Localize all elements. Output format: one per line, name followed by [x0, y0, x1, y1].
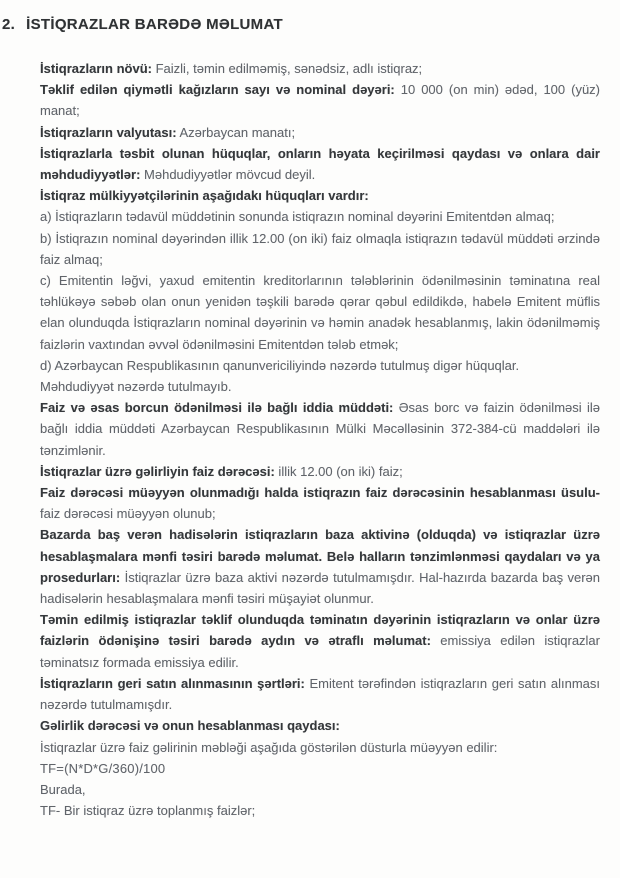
- para-right-c-text: c) Emitentin ləğvi, yaxud emitentin kreditorlarının tələblərinin ödənilməsinin təminatına real təhlükəyə səbəb olan onun yenidən təşkili barədə qərar qəbul edildikdə, habelə Emitent müflis elan olunduqda İstiqrazların nominal dəyərinin və həmin anadək hesablanmış, lakin ödənilməmiş faizlərin vaxtından əvvəl ödənilməsini Emitentdən tələb etmək;: [40, 273, 600, 352]
- para-bond-type-value: Faizli, təmin edilməmiş, sənədsiz, adlı istiqraz;: [151, 61, 423, 76]
- section-heading: [2, 16, 600, 33]
- para-securities-count-value: 10 000 (on min) ədəd, 100 (yüz) manat;: [40, 82, 601, 119]
- para-rights-restrictions-label: İstiqrazlarla təsbit olunan hüquqlar, onların həyata keçirilməsi qaydası və onlara dair məhdudiyyətlər:: [40, 145, 600, 183]
- para-right-b: [40, 228, 600, 270]
- para-rights-restrictions: [40, 143, 600, 185]
- para-formula-text: TF=(N*D*G/360)/100: [40, 760, 166, 776]
- para-market-events: [40, 524, 600, 609]
- para-yield-calculation-heading: [40, 715, 600, 736]
- para-rate-calculation-label: Faiz dərəcəsi müəyyən olunmadığı halda istiqrazın faiz dərəcəsinin hesablanması üsulu-: [40, 485, 600, 501]
- para-claim-period-label: Faiz və əsas borcun ödənilməsi ilə bağlı iddia müddəti:: [40, 400, 394, 416]
- para-secured-bonds-label: Təmin edilmiş istiqrazlar təklif olunduqda təminatın dəyərinin istiqrazların və onlar üzrə faizlərin ödənişinə təsiri barədə aydın və ətraflı məlumat:: [40, 612, 600, 649]
- para-claim-period: [40, 397, 600, 461]
- para-currency-value: Azərbaycan manatı;: [176, 124, 296, 140]
- para-holders-rights-label: İstiqraz mülkiyyətçilərinin aşağıdakı hüquqları vardır:: [40, 188, 369, 204]
- document-body: [40, 58, 600, 821]
- para-bond-type: [40, 58, 600, 79]
- para-securities-count-nominal: [40, 79, 600, 121]
- para-currency-label: İstiqrazların valyutası:: [40, 124, 177, 140]
- para-burada: [40, 779, 600, 800]
- para-formula: [40, 758, 600, 779]
- section-number: 2.: [2, 16, 16, 33]
- para-right-c: [40, 270, 600, 355]
- para-burada-text: Burada,: [40, 781, 86, 797]
- para-secured-bonds-value: emissiya edilən istiqrazlar təminatsız formada emissiya edilir.: [40, 633, 600, 670]
- para-tf-definition: [40, 800, 600, 821]
- para-yield-rate: [40, 461, 600, 482]
- para-no-restriction-text: Məhdudiyyət nəzərdə tutulmayıb.: [40, 379, 232, 395]
- para-yield-rate-value: illik 12.00 (on iki) faiz;: [274, 463, 403, 479]
- para-tf-definition-text: TF- Bir istiqraz üzrə toplanmış faizlər;: [40, 803, 256, 819]
- para-formula-intro: [40, 737, 600, 758]
- para-bond-type-label: İstiqrazların növü:: [40, 61, 152, 76]
- para-formula-intro-text: İstiqrazlar üzrə faiz gəlirinin məbləği aşağıda göstərilən düsturla müəyyən edilir:: [40, 739, 498, 755]
- para-secured-bonds-info: [40, 609, 600, 673]
- para-right-d-text: d) Azərbaycan Respublikasının qanunvericiliyində nəzərdə tutulmuş digər hüquqlar.: [40, 357, 520, 373]
- para-buyback-terms: [40, 673, 600, 715]
- para-claim-period-value: Əsas borc və faizin ödənilməsi ilə bağlı iddia müddəti Azərbaycan Respublikasının Mülki Məcəlləsinin 372-384-cü maddələri ilə tənzimlənir.: [40, 400, 600, 458]
- para-right-d: [40, 355, 600, 376]
- para-right-a-text: a) İstiqrazların tədavül müddətinin sonunda istiqrazın nominal dəyərini Emitentdən almaq;: [40, 209, 555, 225]
- para-yield-rate-label: İstiqrazlar üzrə gəlirliyin faiz dərəcəsi:: [40, 463, 275, 479]
- para-right-b-text: b) İstiqrazın nominal dəyərindən illik 12.00 (on iki) faiz olmaqla istiqrazın tədavül müddəti ərzində faiz almaq;: [40, 230, 600, 267]
- para-rate-calculation-method: [40, 482, 600, 524]
- para-right-a: [40, 206, 600, 227]
- para-holders-rights-intro: [40, 185, 600, 206]
- para-securities-count-label: Təklif edilən qiymətli kağızların sayı və nominal dəyəri:: [40, 82, 395, 98]
- para-currency: [40, 122, 600, 143]
- para-yield-calculation-label: Gəlirlik dərəcəsi və onun hesablanması qaydası:: [40, 718, 340, 734]
- section-title: İSTİQRAZLAR BARƏDƏ MƏLUMAT: [26, 16, 283, 33]
- para-market-events-label: Bazarda baş verən hadisələrin istiqrazların baza aktivinə (olduqda) və istiqrazlar üzrə hesablaşmalara mənfi təsiri barədə məlumat. Belə halların tənzimlənməsi qaydaları və ya prosedurları:: [40, 527, 600, 585]
- para-rate-calculation-value: faiz dərəcəsi müəyyən olunub;: [40, 506, 216, 522]
- para-rights-restrictions-value: Məhdudiyyətlər mövcud deyil.: [140, 167, 316, 183]
- para-market-events-value: İstiqrazlar üzrə baza aktivi nəzərdə tutulmamışdır. Hal-hazırda bazarda baş verən hadisələrin hesablaşmalara mənfi təsiri müşayiət olunmur.: [40, 569, 600, 607]
- para-buyback-terms-label: İstiqrazların geri satın alınmasının şərtləri:: [40, 675, 305, 691]
- para-buyback-terms-value: Emitent tərəfindən istiqrazların geri satın alınması nəzərdə tutulmamışdır.: [40, 675, 600, 713]
- para-no-restriction: [40, 376, 600, 397]
